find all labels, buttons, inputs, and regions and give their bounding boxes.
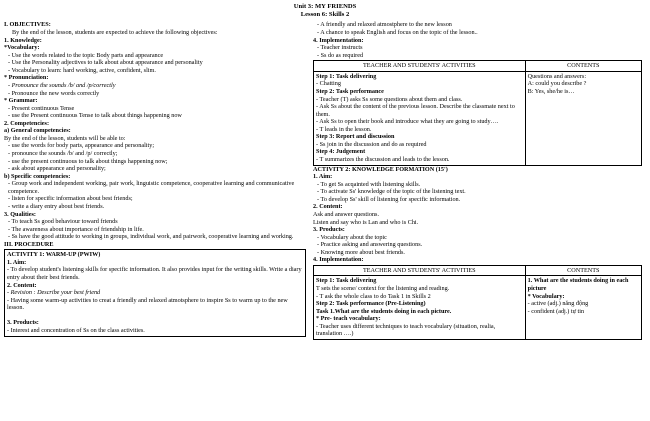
- pronunciation-item: - Pronounce the new words correctly: [8, 89, 100, 97]
- pronunciation-heading: * Pronunciation:: [4, 74, 49, 82]
- procedure-heading: III. PROCEDURE: [4, 240, 54, 248]
- table1-header-contents: CONTENTS: [525, 61, 641, 72]
- table1-line: - T summarizes the discussion and leads to the lesson.: [316, 156, 450, 164]
- activity1-content-item: - Revision : Describe your best friend: [7, 289, 101, 297]
- table2-step: Step 1: Task delivering: [316, 277, 377, 285]
- activity1-products-item: - Interest and concentration of Ss on the class activities.: [7, 326, 145, 334]
- table2-contents-cell: [525, 276, 641, 340]
- vocab-item: - Use the words related to the topic Body parts and appearance: [8, 51, 164, 59]
- activity2-title: ACTIVITY 2: KNOWLEDGE FORMATION (15'): [313, 165, 448, 173]
- implementation-item: - Ss do as required: [317, 51, 364, 59]
- table1-line: - Ask Ss to open their book and introduce what they are going to study….: [316, 118, 499, 126]
- activity1-products-heading: 3. Products:: [7, 319, 39, 327]
- general-competency-item: - use the present continuous to talk about things happening now;: [8, 157, 168, 165]
- table2-task: Task 1.What are the students doing in each picture.: [316, 307, 452, 315]
- activity1-title: ACTIVITY 1: WARM-UP (PWIW): [7, 251, 101, 259]
- specific-competency-item: - write a diary entry about best friends.: [8, 202, 105, 210]
- activity2-products-item: - Knowing more about best friends.: [317, 248, 405, 256]
- table1-line: - T leads in the lesson.: [316, 125, 372, 133]
- activity1-procedure-table: [313, 60, 642, 165]
- specific-competency-item: - Group work and independent working, pair work, linguistic competence, cooperative learning and communicative competence.: [8, 180, 295, 195]
- table2-step: Step 2: Task performance (Pre-Listening): [316, 300, 426, 308]
- vocab-item: - Use the Personality adjectives to talk about about appearance and personality: [8, 59, 203, 67]
- table2-vocab-heading: * Pre- teach vocabulary:: [316, 315, 381, 323]
- two-column-body: [4, 21, 646, 340]
- activity2-products-heading: 3. Products:: [313, 226, 345, 234]
- activity1-aim-text: - To develop student's listening skills for specific information. It also provides input for the writing skills. Write a diary entry about their best friends.: [7, 266, 302, 282]
- lesson-title: Lesson 6: Skills 2: [300, 11, 350, 19]
- quality-item: - The awareness about importance of friendship in life.: [8, 225, 144, 233]
- specific-competency-item: - listen for specific information about best friends;: [8, 195, 133, 203]
- activity2-content-item: Listen and say who is Lan and who is Chi.: [313, 218, 419, 226]
- grammar-item: - use the Present continuous Tense to talk about things happening now: [8, 112, 182, 120]
- table2-content-line: - active (adj.) năng động: [527, 300, 589, 308]
- activity2-aim-item: - To get Ss acqainted with listening skills.: [317, 180, 421, 188]
- activity1-content-heading: 2. Content:: [7, 281, 37, 289]
- quality-item: - Ss have the good attitude to working in groups, individual work, and pairwork, cooperative learning and working.: [8, 233, 294, 241]
- activity2-aim-heading: 1. Aim:: [313, 173, 333, 181]
- table1-content-line: B: Yes, she/he is…: [527, 87, 575, 95]
- general-competency-item: - ask about appearance and personality;: [8, 165, 106, 173]
- table2-content-line: - confident (adj.) tự tin: [527, 307, 585, 315]
- table2-content-line: * Vocabulary:: [527, 292, 565, 300]
- implementation-item: - Teacher instructs: [317, 44, 363, 52]
- activity1-cell: [5, 250, 306, 336]
- table1-step: Step 3: Report and discussion: [316, 133, 395, 141]
- table2-header-contents: CONTENTS: [525, 265, 641, 276]
- activity1-aim-heading: 1. Aim:: [7, 258, 27, 266]
- table2-line: - Teacher uses different techniques to teach vocabulary (situation, realia, translation ….): [316, 322, 496, 338]
- activity2-content-item: Ask and answer questions.: [313, 210, 379, 218]
- table1-content-line: Questions and answers:: [527, 72, 587, 80]
- general-competency-item: - use the words for body parts, appearance and personality;: [8, 142, 155, 150]
- activity1-box: [4, 249, 306, 336]
- table2-header-activities: TEACHER AND STUDENTS' ACTIVITIES: [314, 265, 526, 276]
- activity2-content-heading: 2. Content:: [313, 203, 343, 211]
- page-title: [4, 3, 646, 19]
- activity2-implementation-heading: 4. Implementation:: [313, 256, 364, 264]
- table1-step: Step 1: Task delivering: [316, 72, 377, 80]
- table1-line: - Ask Ss about the content of the previous lesson. Describe the classmate next to them.: [316, 103, 515, 118]
- table1-line: - Chatting: [316, 80, 341, 88]
- table1-step: Step 2: Task performance: [316, 87, 384, 95]
- qualities-heading: 3. Qualities:: [4, 210, 36, 218]
- table1-activities-cell: [314, 71, 526, 165]
- objectives-heading: I. OBJECTIVES:: [4, 21, 51, 29]
- activity2-aim-item: - To activate Ss' knowledge of the topic of the listening text.: [317, 188, 466, 196]
- general-competency-item: - pronounce the sounds /b/ and /p/ correctly;: [8, 150, 118, 158]
- activity2-products-item: - Practice asking and answering questions.: [317, 241, 423, 249]
- table1-contents-cell: [525, 71, 641, 165]
- activity2-products-item: - Vocabulary about the topic: [317, 233, 387, 241]
- unit-title: Unit 3: MY FRIENDS: [293, 3, 357, 10]
- vocabulary-heading: *Vocabulary:: [4, 44, 40, 52]
- general-competencies-intro: By the end of the lesson, students will be able to:: [4, 134, 126, 142]
- activity1-content-item: - Having some warm-up activities to creat a friendly and relaxed atmotsphere to inspire Ss to warm up to the new lesson.: [7, 296, 288, 312]
- grammar-item: - Present continuous Tense: [8, 104, 75, 112]
- table2-content-line: 1. What are the students doing in each picture: [527, 277, 629, 293]
- quality-item: - To teach Ss good behaviour toward friends: [8, 218, 118, 226]
- activity2-procedure-table: [313, 265, 642, 340]
- right-top-item: - A friendly and relaxed atmostphere to the new lesson: [317, 21, 452, 29]
- table2-line: T sets the scene/ context for the listening and reading.: [316, 285, 450, 293]
- objectives-intro: By the end of the lesson, students are expected to achieve the following objectives:: [12, 29, 218, 37]
- table1-step: Step 4: Judgement: [316, 148, 366, 156]
- pronunciation-item: - Pronounce the sounds /b/ and /p/correctly: [8, 81, 116, 89]
- specific-competencies-heading: b) Specific competencies:: [4, 172, 71, 180]
- table1-header-activities: TEACHER AND STUDENTS' ACTIVITIES: [314, 61, 526, 72]
- activity2-aim-item: - To develop Ss' skill of listening for specific information.: [317, 195, 461, 203]
- general-competencies-heading: a) General competencies:: [4, 127, 71, 135]
- table1-content-line: A: could you describe ?: [527, 80, 587, 88]
- table1-line: - Teacher (T) asks Ss some questions about them and class.: [316, 95, 463, 103]
- right-column: [311, 21, 642, 340]
- right-top-item: - A chance to speak English and focus on the topic of the lesson..: [317, 29, 478, 37]
- competencies-heading: 2. Competencies:: [4, 119, 50, 127]
- table2-activities-cell: [314, 276, 526, 340]
- knowledge-heading: 1. Knowledge:: [4, 36, 42, 44]
- implementation-heading: 4. Implementation:: [313, 36, 364, 44]
- grammar-heading: * Grammar:: [4, 97, 38, 105]
- table1-line: - Ss join in the discussion and do as required: [316, 140, 427, 148]
- vocab-item: - Vocabulary to learn: hard working, active, confident, slim.: [8, 66, 156, 74]
- left-column: [4, 21, 311, 336]
- table2-line: - T ask the whole class to do Task 1 in Skills 2: [316, 292, 431, 300]
